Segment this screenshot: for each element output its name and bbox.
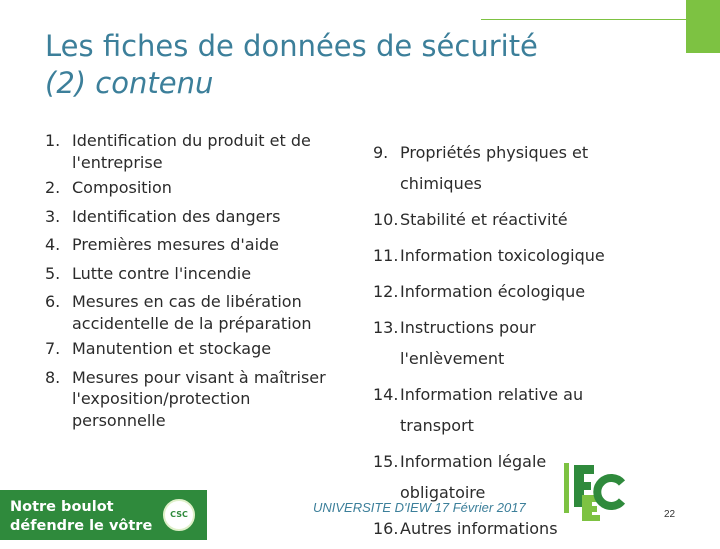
slide-title-line1: Les fiches de données de sécurité xyxy=(45,29,538,63)
slide-title-line2: (2) contenu xyxy=(45,66,214,100)
list-item-text: Premières mesures d'aide xyxy=(72,235,280,254)
list-item xyxy=(373,240,618,271)
top-right-decoration-block xyxy=(686,20,720,53)
list-item-number: 7. xyxy=(45,339,61,358)
list-item-number: 6. xyxy=(45,292,61,311)
list-item-text: Lutte contre l'incendie xyxy=(72,263,252,283)
list-item-number: 4. xyxy=(45,235,61,254)
list-item xyxy=(373,137,618,199)
list-item-text: Stabilité et réactivité xyxy=(400,210,568,229)
list-item-number: 12. xyxy=(373,282,399,301)
list-item-number: 16. xyxy=(373,519,399,538)
list-item-text: Manutention et stockage xyxy=(72,339,272,358)
csc-banner-text xyxy=(10,498,160,536)
list-item xyxy=(45,367,345,432)
csc-logo-icon xyxy=(163,499,195,531)
list-item-number: 3. xyxy=(45,206,61,226)
list-item-number: 9. xyxy=(373,143,389,162)
top-right-decoration-bar-inner xyxy=(481,0,686,19)
list-item-text: Information légale obligatoire xyxy=(400,452,547,502)
list-item-text: Mesures pour visant à maîtriser l'exposition/protection personnelle xyxy=(72,367,326,430)
csc-banner-line1: Notre boulot xyxy=(10,499,114,515)
list-item-number: 13. xyxy=(373,318,399,337)
list-item-text: Mesures en cas de libération accidentelle de la préparation xyxy=(72,292,312,333)
list-item-number: 5. xyxy=(45,263,61,283)
list-item-text: Composition xyxy=(72,178,172,197)
page-number: 22 xyxy=(664,509,676,520)
csc-logo-text: CSC xyxy=(170,510,188,519)
list-item xyxy=(45,206,345,228)
list-item-text: Autres informations xyxy=(400,519,558,538)
list-item xyxy=(45,177,345,199)
list-item xyxy=(373,312,618,374)
list-item-text: Information relative au transport xyxy=(400,385,584,435)
list-item xyxy=(373,379,618,441)
list-item-text: Identification du produit et de l'entreprise xyxy=(72,131,311,172)
csc-banner-line2: défendre le vôtre xyxy=(10,518,153,534)
list-item xyxy=(373,276,618,307)
list-item-number: 14. xyxy=(373,385,399,404)
list-item-text: Identification des dangers xyxy=(72,206,281,226)
list-item-number: 2. xyxy=(45,178,61,197)
list-item xyxy=(45,338,345,360)
list-item-text: Instructions pour l'enlèvement xyxy=(400,318,536,368)
left-list xyxy=(45,130,345,435)
list-item-number: 11. xyxy=(373,246,399,265)
fec-logo-icon xyxy=(564,461,626,521)
list-item-number: 10. xyxy=(373,210,399,229)
list-item xyxy=(45,130,345,173)
list-item-text: Information écologique xyxy=(400,282,586,301)
footer-text: UNIVERSITE D'IEW 17 Février 2017 xyxy=(313,500,526,515)
list-item-number: 8. xyxy=(45,367,61,387)
list-item-text: Propriétés physiques et chimiques xyxy=(400,143,589,193)
list-item xyxy=(45,263,345,285)
list-item-text: Information toxicologique xyxy=(400,246,605,265)
list-item xyxy=(373,204,618,235)
list-item xyxy=(45,234,345,256)
list-item xyxy=(45,291,345,334)
slide-title xyxy=(45,28,605,102)
list-item-number: 1. xyxy=(45,131,61,150)
list-item-number: 15. xyxy=(373,452,399,471)
